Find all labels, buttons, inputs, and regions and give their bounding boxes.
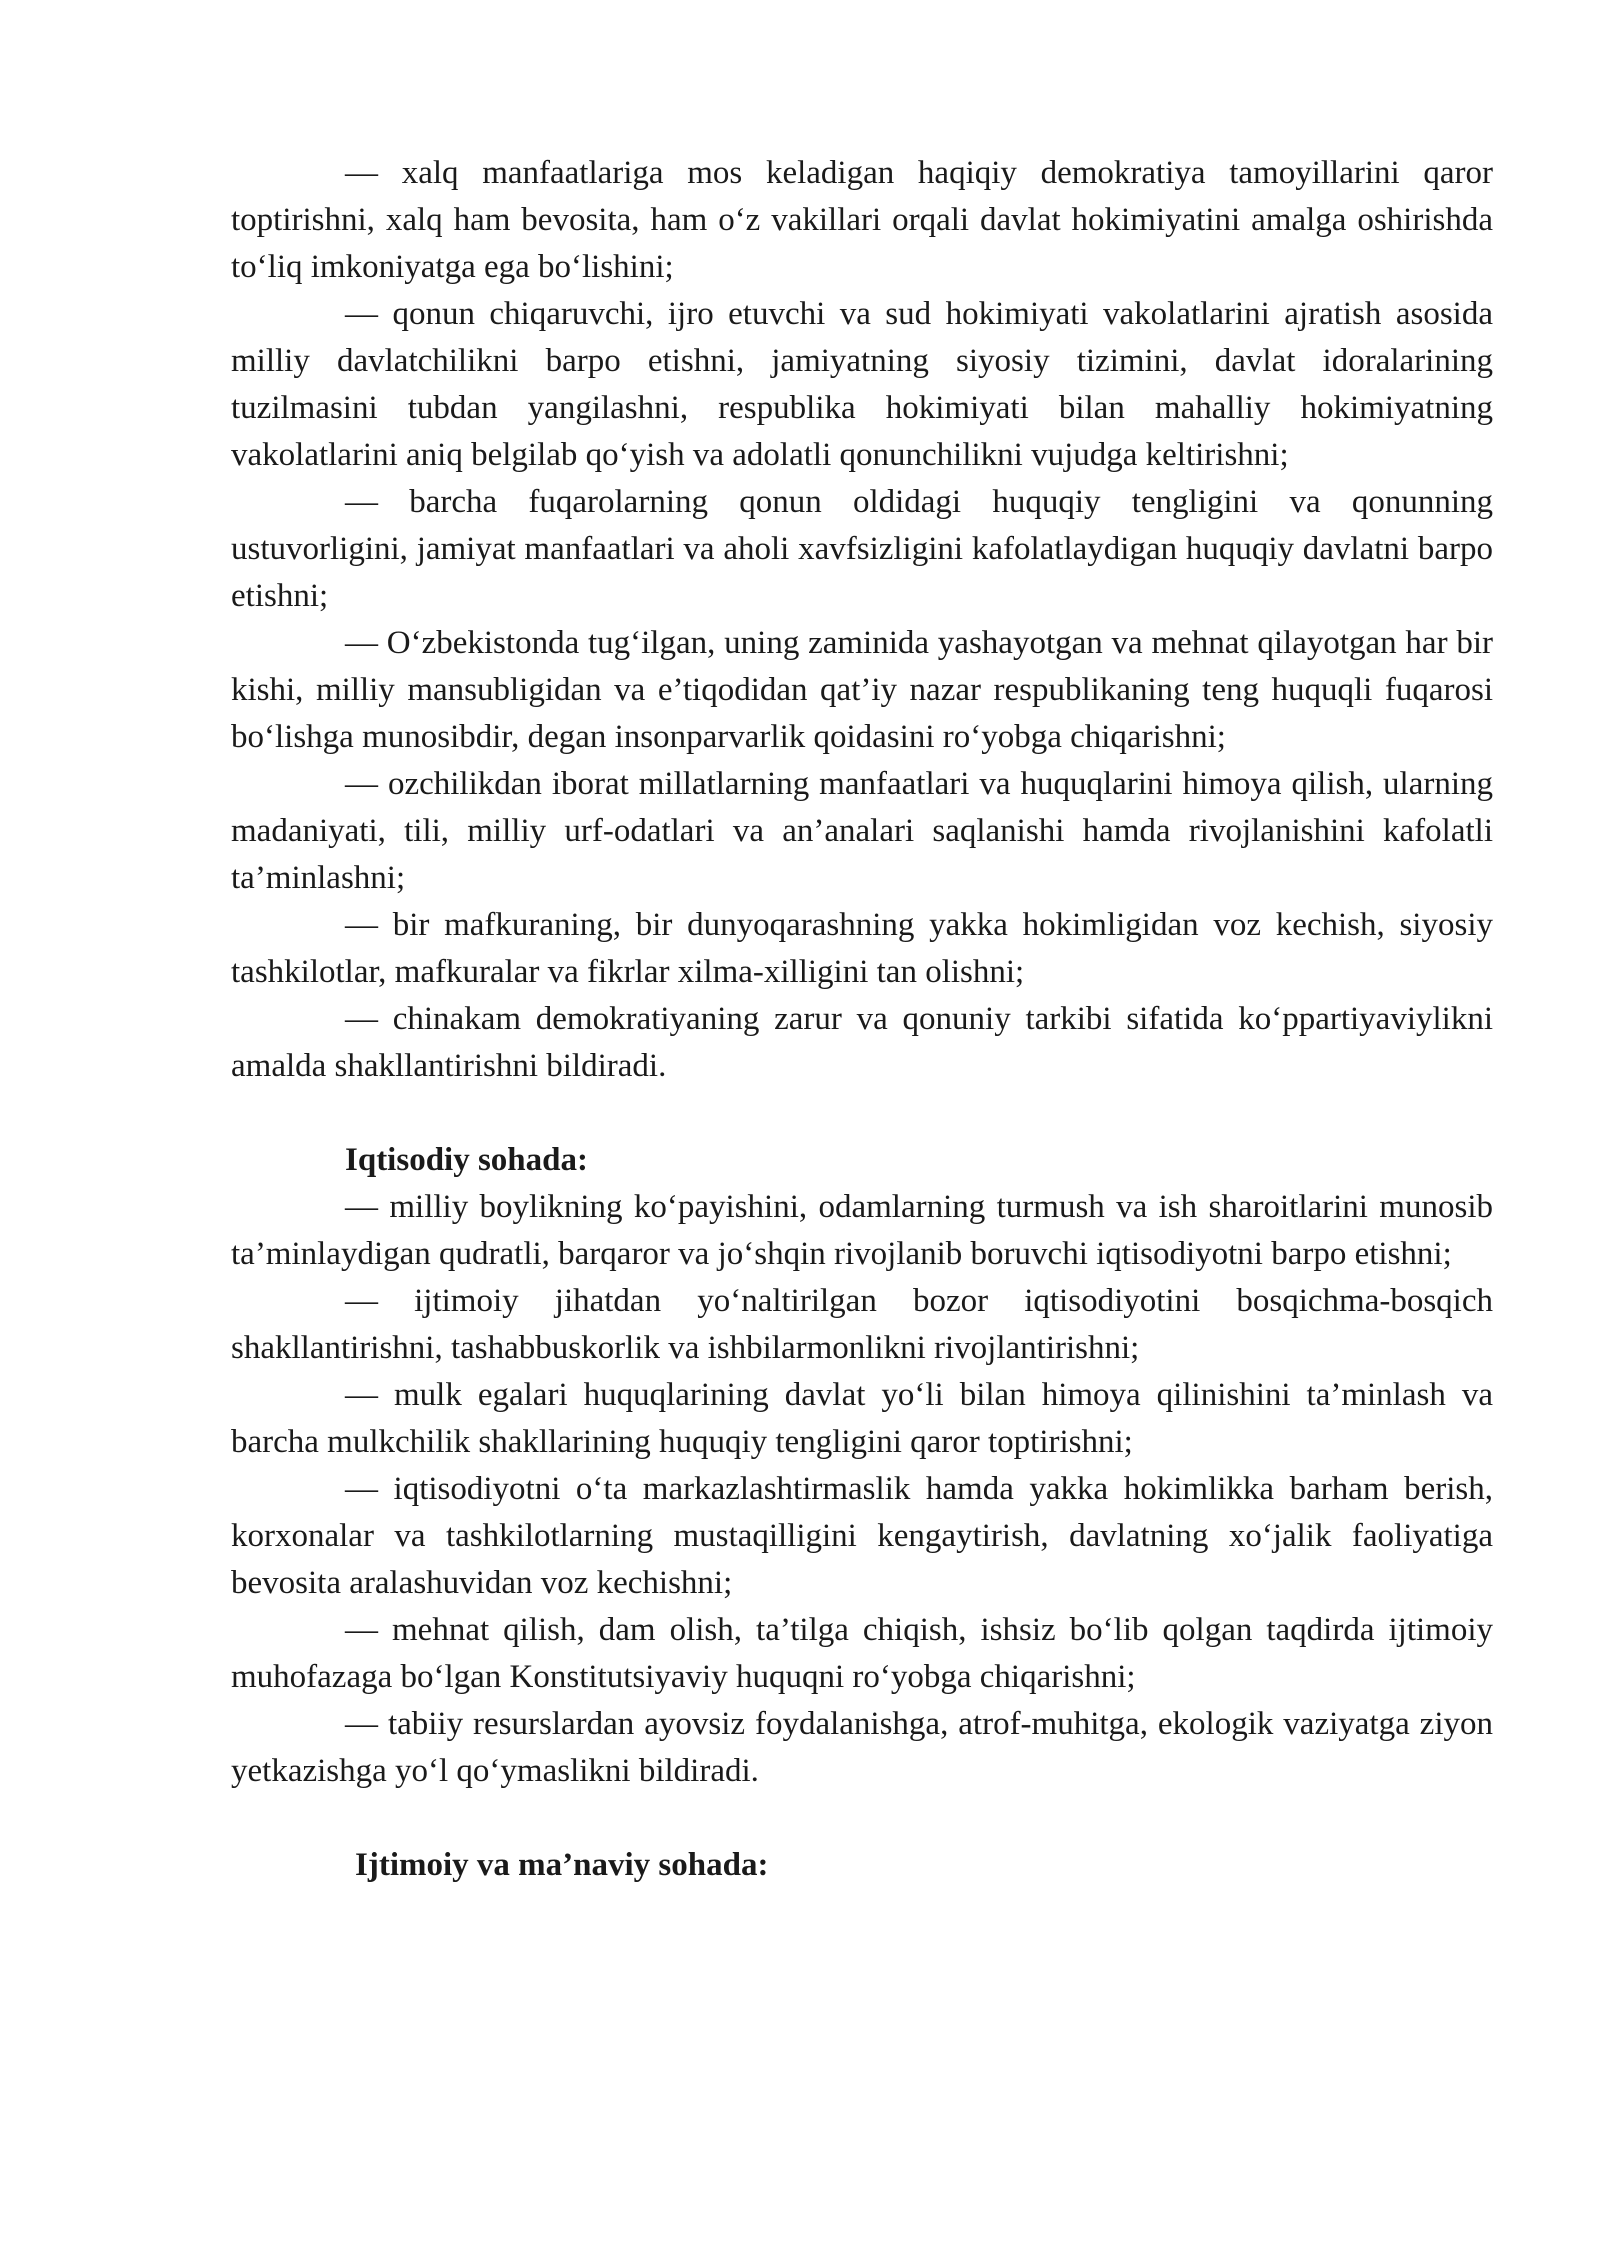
paragraph-minority-rights: — ozchilikdan iborat millatlarning manfaatlari va huquqlarini himoya qilish, ularning madaniyati, tili, milliy urf-odatlari va an’analari saqlanishi hamda rivojlanishini kafolatli ta’minlashni; bbox=[231, 766, 1493, 896]
paragraph-legal-state: — barcha fuqarolarning qonun oldidagi huquqiy tengligini va qonunning ustuvorligini, jamiyat manfaatlari va aholi xavfsizligini kafolatlaydigan huquqiy davlatni barpo etishni; bbox=[231, 484, 1493, 614]
paragraph-equal-citizenship: — O‘zbekistonda tug‘ilgan, uning zaminida yashayotgan va mehnat qilayotgan har bir kishi, milliy mansubligidan va e’tiqodidan qat’iy nazar respublikaning teng huquqli fuqarosi bo‘lishga munosibdir, degan insonparvarlik qoidasini ro‘yobga chiqarishni; bbox=[231, 625, 1493, 755]
paragraph-environment: — tabiiy resurslardan ayovsiz foydalanishga, atrof-muhitga, ekologik vaziyatga ziyon yetkazishga yo‘l qo‘ymaslikni bildiradi. bbox=[231, 1706, 1493, 1789]
paragraph-property-rights: — mulk egalari huquqlarining davlat yo‘li bilan himoya qilinishini ta’minlash va barcha mulkchilik shakllarining huquqiy tengligini qaror toptirishni; bbox=[231, 1377, 1493, 1460]
section-heading-social-spiritual: Ijtimoiy va ma’naviy sohada: bbox=[355, 1847, 769, 1883]
paragraph-multiparty-system: — chinakam demokratiyaning zarur va qonuniy tarkibi sifatida ko‘ppartiyaviylikni amalda shakllantirishni bildiradi. bbox=[231, 1001, 1493, 1084]
paragraph-market-economy: — ijtimoiy jihatdan yo‘naltirilgan bozor iqtisodiyotini bosqichma-bosqich shakllantirishni, tashabbuskorlik va ishbilarmonlikni rivojlantirishni; bbox=[231, 1283, 1493, 1366]
section-heading-economic: Iqtisodiy sohada: bbox=[345, 1142, 589, 1178]
paragraph-ideological-pluralism: — bir mafkuraning, bir dunyoqarashning yakka hokimligidan voz kechish, siyosiy tashkilotlar, mafkuralar va fikrlar xilma-xilligini tan olishni; bbox=[231, 907, 1493, 990]
paragraph-decentralization: — iqtisodiyotni o‘ta markazlashtirmaslik hamda yakka hokimlikka barham berish, korxonalar va tashkilotlarning mustaqilligini kengaytirish, davlatning xo‘jalik faoliyatiga bevosita aralashuvidan voz kechishni; bbox=[231, 1471, 1493, 1601]
paragraph-democracy-principles: — xalq manfaatlariga mos keladigan haqiqiy demokratiya tamoyillarini qaror toptirishni, xalq ham bevosita, ham o‘z vakillari orqali davlat hokimiyatini amalga oshirishda to‘liq imkoniyatga ega bo‘lishini; bbox=[231, 155, 1493, 285]
paragraph-social-protection: — mehnat qilish, dam olish, ta’tilga chiqish, ishsiz bo‘lib qolgan taqdirda ijtimoiy muhofazaga bo‘lgan Konstitutsiyaviy huquqni ro‘yobga chiqarishni; bbox=[231, 1612, 1493, 1695]
paragraph-separation-of-powers: — qonun chiqaruvchi, ijro etuvchi va sud hokimiyati vakolatlarini ajratish asosida milliy davlatchilikni barpo etishni, jamiyatning siyosiy tizimini, davlat idoralarining tuzilmasini tubdan yangilashni, respublika hokimiyati bilan mahalliy hokimiyatning vakolatlarini aniq belgilab qo‘yish va adolatli qonunchilikni vujudga keltirishni; bbox=[231, 296, 1493, 473]
document-body bbox=[231, 150, 1493, 1889]
paragraph-national-wealth: — milliy boylikning ko‘payishini, odamlarning turmush va ish sharoitlarini munosib ta’minlaydigan qudratli, barqaror va jo‘shqin rivojlanib boruvchi iqtisodiyotni barpo etishni; bbox=[231, 1189, 1493, 1272]
